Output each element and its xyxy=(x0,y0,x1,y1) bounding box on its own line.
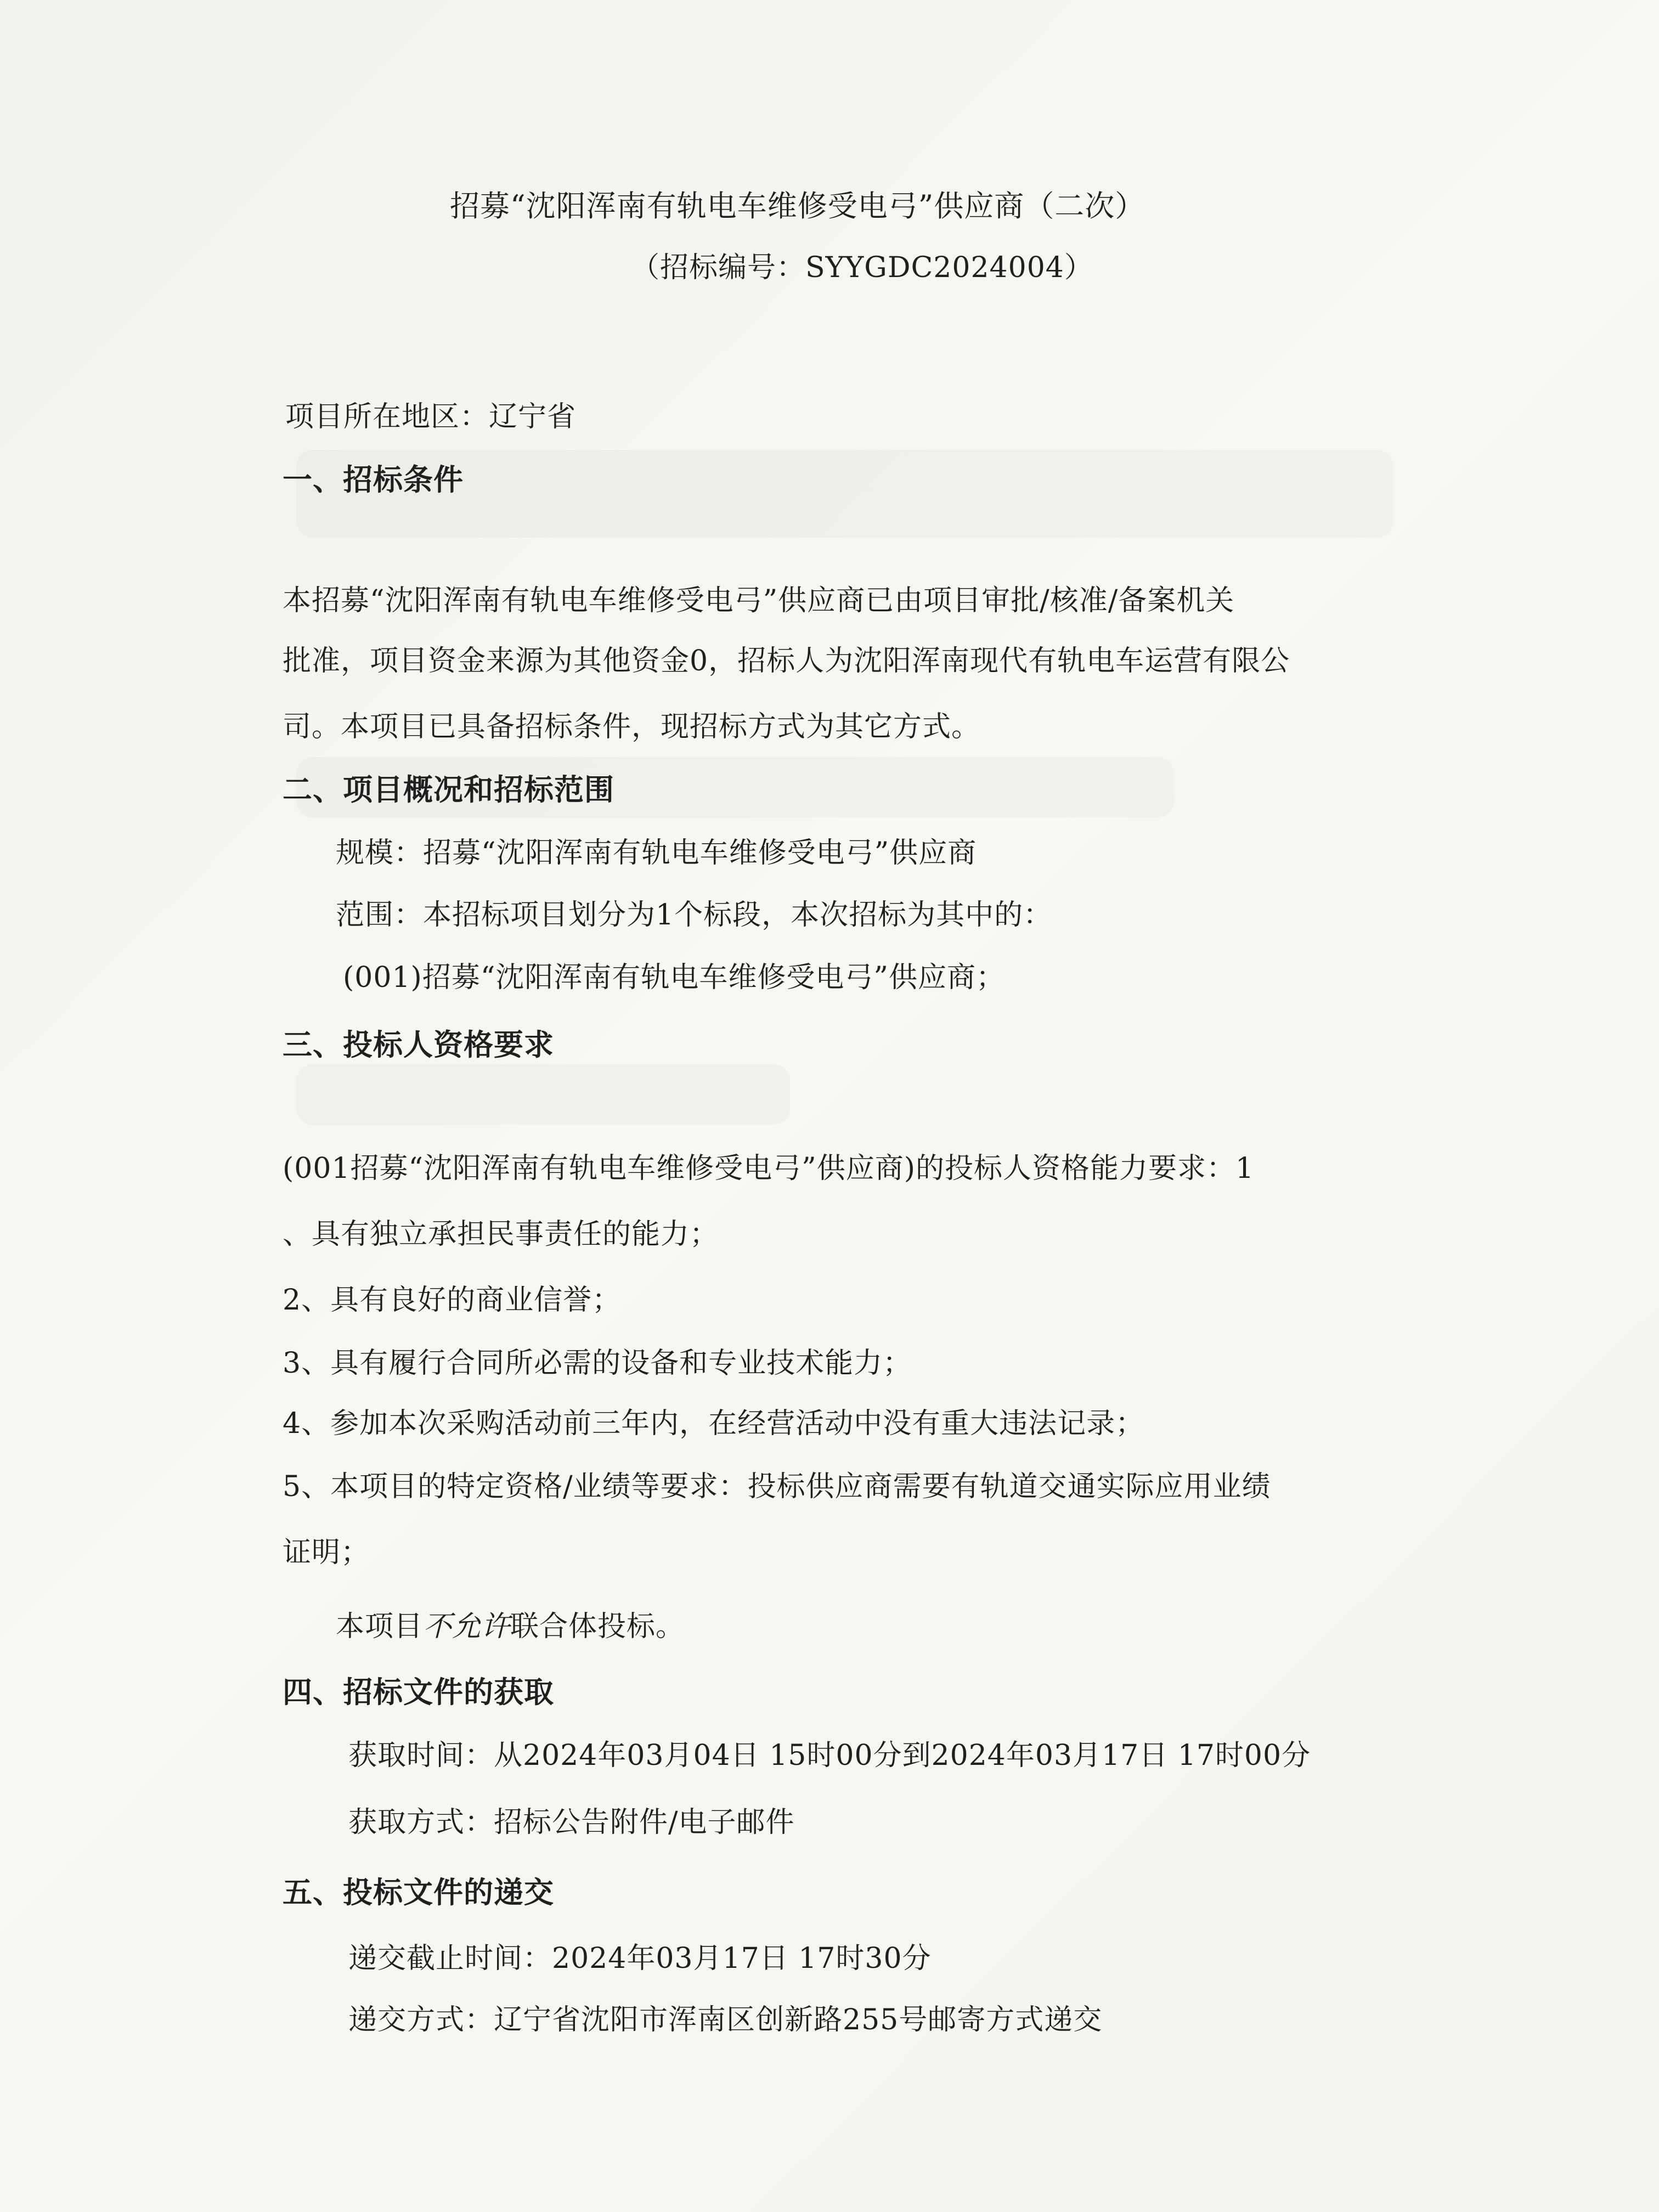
section2-scope: 范围：本招标项目划分为1个标段，本次招标为其中的： xyxy=(336,899,1053,932)
section3-line-6: 5、本项目的特定资格/业绩等要求：投标供应商需要有轨道交通实际应用业绩 xyxy=(283,1470,1271,1503)
section4-time: 获取时间：从2024年03月04日 15时00分到2024年03月17日 17时00分 xyxy=(348,1739,1311,1772)
section-heading-2: 二、项目概况和招标范围 xyxy=(283,772,614,807)
section3-line-7: 证明； xyxy=(283,1536,370,1569)
section-heading-5: 五、投标文件的递交 xyxy=(283,1875,554,1910)
document-title: 招募“沈阳浑南有轨电车维修受电弓”供应商（二次） xyxy=(450,189,1146,223)
section3-line-3: 2、具有良好的商业信誉； xyxy=(283,1284,622,1317)
joint-prefix: 本项目 xyxy=(336,1610,424,1643)
project-region: 项目所在地区：辽宁省 xyxy=(285,400,577,433)
joint-bidding-note xyxy=(336,1605,685,1649)
joint-not-allowed: 不允许 xyxy=(423,1610,511,1643)
section1-line-1: 本招募“沈阳浑南有轨电车维修受电弓”供应商已由项目审批/核准/备案机关 xyxy=(283,584,1235,617)
section5-method: 递交方式：辽宁省沈阳市浑南区创新路255号邮寄方式递交 xyxy=(348,2004,1103,2036)
section4-method: 获取方式：招标公告附件/电子邮件 xyxy=(348,1806,795,1839)
section1-line-2: 批准，项目资金来源为其他资金0，招标人为沈阳浑南现代有轨电车运营有限公 xyxy=(283,645,1290,678)
section-heading-4: 四、招标文件的获取 xyxy=(283,1675,554,1709)
section3-line-2: 、具有独立承担民事责任的能力； xyxy=(283,1218,719,1251)
section2-lot: (001)招募“沈阳浑南有轨电车维修受电弓”供应商； xyxy=(343,961,1005,994)
section3-line-1: (001招募“沈阳浑南有轨电车维修受电弓”供应商)的投标人资格能力要求：1 xyxy=(283,1152,1255,1185)
show-through-shadow xyxy=(296,1064,790,1125)
tender-number: （招标编号：SYYGDC2024004） xyxy=(631,251,1093,284)
section3-line-4: 3、具有履行合同所必需的设备和专业技术能力； xyxy=(283,1347,912,1380)
section2-scale: 规模：招募“沈阳浑南有轨电车维修受电弓”供应商 xyxy=(336,837,977,870)
section3-line-5: 4、参加本次采购活动前三年内，在经营活动中没有重大违法记录； xyxy=(283,1407,1145,1440)
section1-line-3: 司。本项目已具备招标条件，现招标方式为其它方式。 xyxy=(283,710,981,743)
section-heading-3: 三、投标人资格要求 xyxy=(283,1028,554,1062)
section-heading-1: 一、招标条件 xyxy=(283,462,464,497)
joint-suffix: 联合体投标。 xyxy=(510,1610,685,1643)
section5-deadline: 递交截止时间：2024年03月17日 17时30分 xyxy=(348,1942,932,1975)
